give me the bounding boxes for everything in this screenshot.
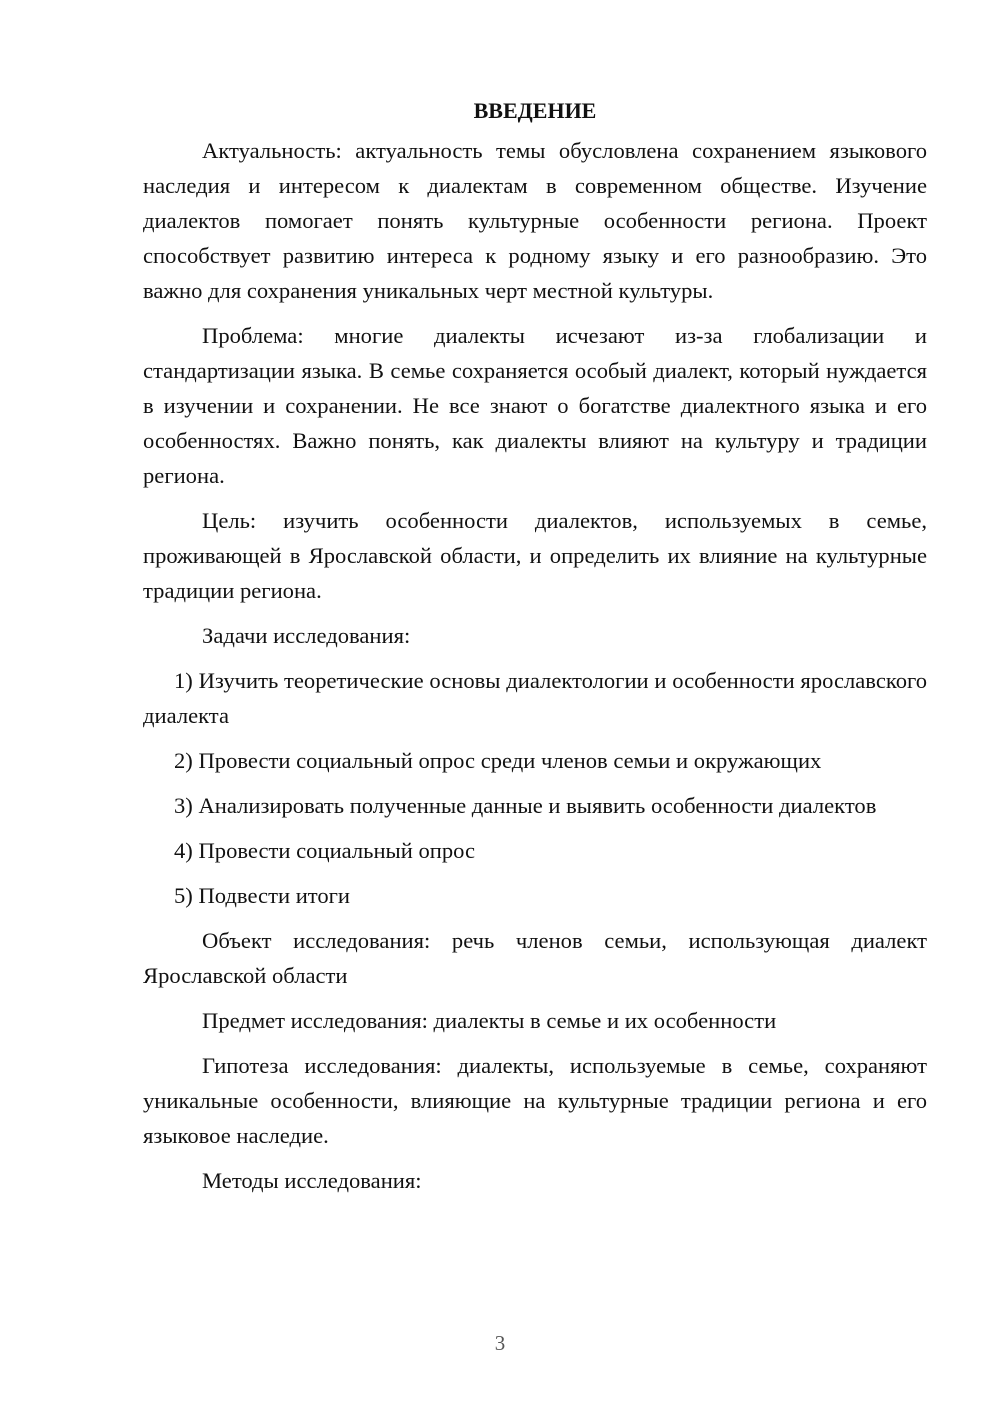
section-title: ВВЕДЕНИЕ: [473, 98, 597, 123]
tasks-list: [143, 663, 927, 913]
task-item: 3) Анализировать полученные данные и выявить особенности диалектов: [174, 793, 877, 818]
page-content: [143, 94, 927, 1208]
methods-heading: Методы исследования:: [202, 1168, 422, 1193]
task-item: 2) Провести социальный опрос среди членов семьи и окружающих: [174, 748, 822, 773]
relevance-paragraph: Актуальность: актуальность темы обусловлена сохранением языкового наследия и интересом к диалектам в современном обществе. Изучение диалектов помогает понять культурные особенности региона. Проект способствует развитию интереса к родному языку и его разнообразию. Это важно для сохранения уникальных черт местной культуры.: [143, 138, 927, 303]
task-item: 5) Подвести итоги: [174, 883, 351, 908]
object-paragraph: Объект исследования: речь членов семьи, использующая диалект Ярославской области: [143, 928, 927, 988]
task-item: 1) Изучить теоретические основы диалектологии и особенности ярославского диалекта: [143, 668, 927, 728]
subject-paragraph: Предмет исследования: диалекты в семье и их особенности: [202, 1008, 777, 1033]
task-item: 4) Провести социальный опрос: [174, 838, 476, 863]
page-number: 3: [494, 1331, 506, 1355]
goal-paragraph: Цель: изучить особенности диалектов, используемых в семье, проживающей в Ярославской области, и определить их влияние на культурные традиции региона.: [143, 508, 927, 603]
problem-paragraph: Проблема: многие диалекты исчезают из-за глобализации и стандартизации языка. В семье сохраняется особый диалект, который нуждается в изучении и сохранении. Не все знают о богатстве диалектного языка и его особенностях. Важно понять, как диалекты влияют на культуру и традиции региона.: [143, 323, 927, 488]
tasks-heading: Задачи исследования:: [202, 623, 411, 648]
hypothesis-paragraph: Гипотеза исследования: диалекты, используемые в семье, сохраняют уникальные особенности, влияющие на культурные традиции региона и его языковое наследие.: [143, 1053, 927, 1148]
